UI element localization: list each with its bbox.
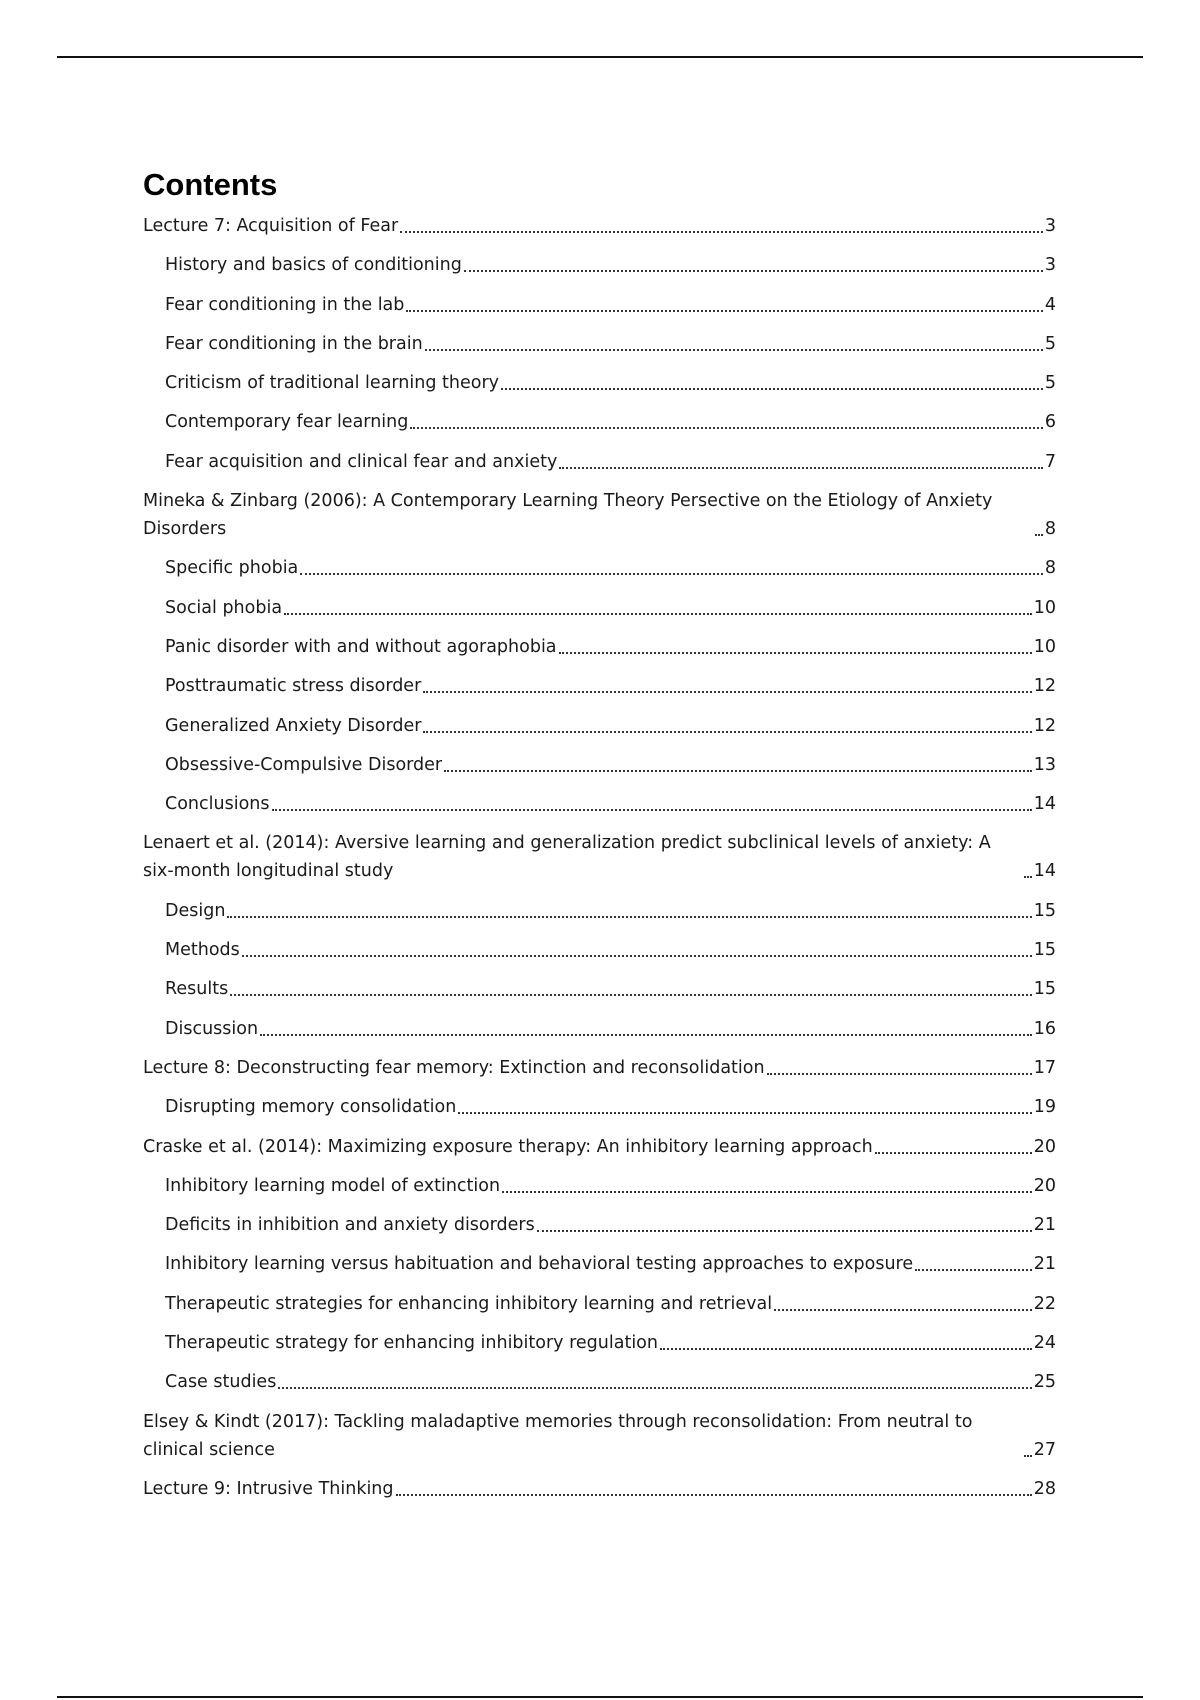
toc-entry-page-number: 10 — [1033, 597, 1056, 618]
toc-entry-page-number: 20 — [1033, 1175, 1056, 1196]
toc-entry-page-number: 14 — [1033, 794, 1056, 815]
toc-entry-subsection[interactable] — [143, 554, 1056, 582]
toc-entry-page-number: 13 — [1033, 754, 1056, 775]
dot-leader — [400, 231, 1043, 233]
toc-entry-title: Criticism of traditional learning theory — [165, 373, 499, 394]
toc-entry-subsection[interactable] — [143, 975, 1056, 1003]
dot-leader — [396, 1494, 1032, 1496]
toc-entry-subsection[interactable] — [143, 936, 1056, 964]
dot-leader — [915, 1269, 1032, 1271]
toc-entry-subsection[interactable] — [143, 251, 1056, 279]
toc-entry-subsection[interactable] — [143, 672, 1056, 700]
dot-leader — [1024, 1455, 1032, 1457]
toc-entry-page-number: 8 — [1044, 519, 1056, 540]
toc-entry-page-number: 21 — [1033, 1215, 1056, 1236]
toc-entry-page-number: 22 — [1033, 1293, 1056, 1314]
toc-entry-page-number: 14 — [1033, 861, 1056, 882]
header-rule — [57, 56, 1143, 58]
toc-entry-title: Social phobia — [165, 597, 283, 618]
toc-entry-title: Generalized Anxiety Disorder — [165, 715, 422, 736]
toc-entry-subsection[interactable] — [143, 369, 1056, 397]
dot-leader — [444, 770, 1032, 772]
toc-entry-subsection[interactable] — [143, 330, 1056, 358]
toc-entry-page-number: 5 — [1044, 333, 1056, 354]
dot-leader — [410, 427, 1043, 429]
toc-title: Contents — [143, 167, 278, 202]
toc-entry-title: Deficits in inhibition and anxiety disorders — [165, 1215, 535, 1236]
toc-entry-title: Elsey & Kindt (2017): Tackling maladaptive memories through reconsolidation: From neutral to clinical science — [143, 1411, 973, 1460]
dot-leader — [260, 1034, 1032, 1036]
dot-leader — [272, 809, 1032, 811]
toc-entry-page-number: 28 — [1033, 1478, 1056, 1499]
toc-entry-page-number: 6 — [1044, 412, 1056, 433]
toc-entry-title: Lecture 9: Intrusive Thinking — [143, 1478, 394, 1499]
dot-leader — [242, 955, 1032, 957]
dot-leader — [278, 1387, 1031, 1389]
toc-entry-title: Inhibitory learning versus habituation and behavioral testing approaches to exposure — [165, 1254, 914, 1275]
dot-leader — [774, 1309, 1032, 1311]
toc-entry-section[interactable] — [143, 1054, 1056, 1082]
toc-entry-section[interactable] — [143, 212, 1056, 240]
toc-entry-title: Design — [165, 900, 226, 921]
toc-entry-subsection[interactable] — [143, 1368, 1056, 1396]
toc-entry-title: Craske et al. (2014): Maximizing exposure therapy: An inhibitory learning approach — [143, 1136, 873, 1157]
toc-entry-subsection[interactable] — [143, 790, 1056, 818]
toc-entry-title: History and basics of conditioning — [165, 255, 462, 276]
dot-leader — [502, 1191, 1032, 1193]
toc-entry-title: Methods — [165, 940, 240, 961]
toc-entry-title: Discussion — [165, 1018, 259, 1039]
dot-leader — [284, 613, 1032, 615]
toc-entry-title: Mineka & Zinbarg (2006): A Contemporary Learning Theory Persective on the Etiology of Anxiety Disorders — [143, 491, 993, 540]
dot-leader — [537, 1230, 1032, 1232]
dot-leader — [300, 573, 1043, 575]
toc-entry-title: Disrupting memory consolidation — [165, 1097, 457, 1118]
toc-entry-page-number: 4 — [1044, 294, 1056, 315]
toc-entry-page-number: 15 — [1033, 940, 1056, 961]
toc-entry-section[interactable] — [143, 1475, 1056, 1503]
toc-entry-page-number: 25 — [1033, 1372, 1056, 1393]
toc-entry-list — [143, 212, 1056, 1503]
dot-leader — [501, 388, 1043, 390]
dot-leader — [406, 310, 1042, 312]
toc-entry-title: Fear conditioning in the brain — [165, 333, 423, 354]
toc-entry-title: Posttraumatic stress disorder — [165, 676, 422, 697]
toc-entry-title: Lecture 8: Deconstructing fear memory: Extinction and reconsolidation — [143, 1057, 765, 1078]
dot-leader — [559, 467, 1043, 469]
footer-rule — [57, 1696, 1143, 1698]
dot-leader — [875, 1152, 1032, 1154]
dot-leader — [423, 691, 1031, 693]
toc-entry-title: Lecture 7: Acquisition of Fear — [143, 216, 399, 236]
toc-entry-section[interactable] — [143, 1408, 1056, 1464]
toc-entry-subsection[interactable] — [143, 1015, 1056, 1043]
toc-entry-page-number: 19 — [1033, 1097, 1056, 1118]
toc-entry-title: Therapeutic strategy for enhancing inhibitory regulation — [165, 1333, 658, 1354]
dot-leader — [425, 349, 1043, 351]
dot-leader — [227, 916, 1031, 918]
dot-leader — [464, 270, 1043, 272]
toc-entry-page-number: 20 — [1033, 1136, 1056, 1157]
toc-entry-subsection[interactable] — [143, 1172, 1056, 1200]
dot-leader — [458, 1112, 1031, 1114]
toc-entry-page-number: 15 — [1033, 900, 1056, 921]
toc-entry-page-number: 24 — [1033, 1333, 1056, 1354]
toc-entry-page-number: 17 — [1033, 1057, 1056, 1078]
toc-entry-title: Case studies — [165, 1372, 277, 1393]
toc-entry-page-number: 7 — [1044, 451, 1056, 472]
dot-leader — [1024, 876, 1032, 878]
toc-entry-title: Fear conditioning in the lab — [165, 294, 405, 315]
toc-entry-page-number: 21 — [1033, 1254, 1056, 1275]
toc-entry-page-number: 12 — [1033, 676, 1056, 697]
toc-entry-page-number: 3 — [1044, 255, 1056, 276]
toc-entry-subsection[interactable] — [143, 291, 1056, 319]
toc-entry-section[interactable] — [143, 1133, 1056, 1161]
toc-entry-page-number: 15 — [1033, 979, 1056, 1000]
toc-entry-subsection[interactable] — [143, 712, 1056, 740]
toc-entry-subsection[interactable] — [143, 448, 1056, 476]
toc-entry-title: Therapeutic strategies for enhancing inhibitory learning and retrieval — [165, 1293, 773, 1314]
toc-entry-subsection[interactable] — [143, 897, 1056, 925]
toc-entry-title: Results — [165, 979, 229, 1000]
dot-leader — [767, 1073, 1032, 1075]
toc-entry-title: Specific phobia — [165, 558, 299, 579]
toc-entry-page-number: 10 — [1033, 636, 1056, 657]
toc-entry-title: Conclusions — [165, 794, 270, 815]
toc-entry-section[interactable] — [143, 829, 1056, 885]
toc-entry-page-number: 3 — [1044, 216, 1056, 236]
dot-leader — [230, 994, 1032, 996]
toc-entry-page-number: 27 — [1033, 1439, 1056, 1460]
toc-entry-subsection[interactable] — [143, 1250, 1056, 1278]
toc-entry-subsection[interactable] — [143, 633, 1056, 661]
dot-leader — [423, 731, 1031, 733]
toc-entry-title: Panic disorder with and without agoraphobia — [165, 636, 557, 657]
toc-entry-page-number: 12 — [1033, 715, 1056, 736]
toc-entry-title: Inhibitory learning model of extinction — [165, 1175, 501, 1196]
toc-entry-title: Lenaert et al. (2014): Aversive learning and generalization predict subclinical levels of anxiety: A six-month longitudinal study — [143, 833, 991, 882]
dot-leader — [559, 652, 1032, 654]
toc-entry-subsection[interactable] — [143, 1329, 1056, 1357]
table-of-contents — [143, 164, 1056, 1514]
toc-entry-page-number: 16 — [1033, 1018, 1056, 1039]
toc-entry-page-number: 5 — [1044, 373, 1056, 394]
toc-entry-subsection[interactable] — [143, 1290, 1056, 1318]
toc-entry-title: Obsessive-Compulsive Disorder — [165, 754, 443, 775]
toc-entry-subsection[interactable] — [143, 594, 1056, 622]
toc-entry-subsection[interactable] — [143, 1093, 1056, 1121]
toc-entry-title: Fear acquisition and clinical fear and anxiety — [165, 451, 558, 472]
dot-leader — [660, 1348, 1032, 1350]
toc-entry-subsection[interactable] — [143, 1211, 1056, 1239]
toc-entry-subsection[interactable] — [143, 408, 1056, 436]
toc-entry-page-number: 8 — [1044, 558, 1056, 579]
dot-leader — [1035, 534, 1043, 536]
toc-entry-section[interactable] — [143, 487, 1056, 543]
toc-entry-title: Contemporary fear learning — [165, 412, 409, 433]
toc-entry-subsection[interactable] — [143, 751, 1056, 779]
